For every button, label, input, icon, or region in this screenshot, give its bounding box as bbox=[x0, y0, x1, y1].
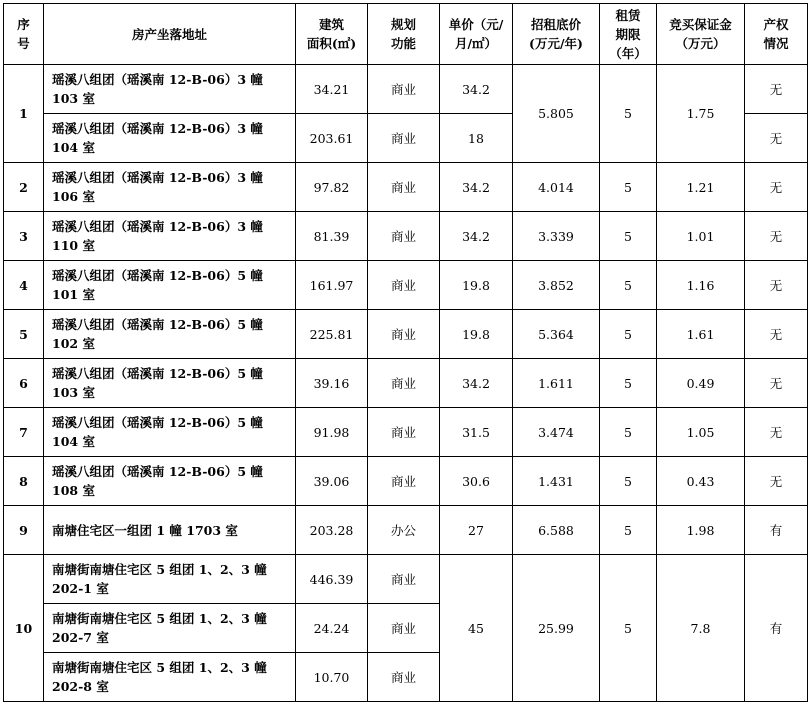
seq-cell: 3 bbox=[4, 212, 44, 261]
area-cell: 81.39 bbox=[296, 212, 368, 261]
use-cell: 商业 bbox=[368, 212, 440, 261]
base-price-cell: 5.364 bbox=[513, 310, 600, 359]
unit-price-cell: 27 bbox=[440, 506, 513, 555]
address-cell: 南塘街南塘住宅区 5 组团 1、2、3 幢 202-1 室 bbox=[44, 555, 296, 604]
seq-cell: 1 bbox=[4, 65, 44, 163]
header-title-status: 产权 情况 bbox=[745, 4, 808, 65]
header-base-price: 招租底价 (万元/年) bbox=[513, 4, 600, 65]
area-cell: 161.97 bbox=[296, 261, 368, 310]
table-body bbox=[4, 65, 808, 702]
unit-price-cell: 18 bbox=[440, 114, 513, 163]
title-status-cell: 无 bbox=[745, 359, 808, 408]
table-row bbox=[4, 359, 808, 408]
table-row bbox=[4, 212, 808, 261]
term-cell: 5 bbox=[600, 261, 657, 310]
area-cell: 34.21 bbox=[296, 65, 368, 114]
table-row bbox=[4, 457, 808, 506]
area-cell: 39.06 bbox=[296, 457, 368, 506]
deposit-cell: 0.43 bbox=[657, 457, 745, 506]
unit-price-cell: 34.2 bbox=[440, 65, 513, 114]
area-cell: 446.39 bbox=[296, 555, 368, 604]
base-price-cell: 3.474 bbox=[513, 408, 600, 457]
seq-cell: 4 bbox=[4, 261, 44, 310]
address-cell: 南塘街南塘住宅区 5 组团 1、2、3 幢 202-8 室 bbox=[44, 653, 296, 702]
term-cell: 5 bbox=[600, 506, 657, 555]
table-row bbox=[4, 163, 808, 212]
address-cell: 瑶溪八组团（瑶溪南 12-B-06）3 幢 106 室 bbox=[44, 163, 296, 212]
address-cell: 南塘住宅区一组团 1 幢 1703 室 bbox=[44, 506, 296, 555]
title-status-cell: 无 bbox=[745, 163, 808, 212]
table-row bbox=[4, 65, 808, 114]
base-price-cell: 5.805 bbox=[513, 65, 600, 163]
deposit-cell: 7.8 bbox=[657, 555, 745, 702]
title-status-cell: 无 bbox=[745, 65, 808, 114]
term-cell: 5 bbox=[600, 359, 657, 408]
address-cell: 瑶溪八组团（瑶溪南 12-B-06）3 幢 104 室 bbox=[44, 114, 296, 163]
use-cell: 办公 bbox=[368, 506, 440, 555]
title-status-cell: 无 bbox=[745, 114, 808, 163]
deposit-cell: 0.49 bbox=[657, 359, 745, 408]
table-row bbox=[4, 261, 808, 310]
area-cell: 225.81 bbox=[296, 310, 368, 359]
header-seq: 序 号 bbox=[4, 4, 44, 65]
area-cell: 203.61 bbox=[296, 114, 368, 163]
seq-cell: 5 bbox=[4, 310, 44, 359]
table-row bbox=[4, 506, 808, 555]
unit-price-cell: 31.5 bbox=[440, 408, 513, 457]
address-cell: 瑶溪八组团（瑶溪南 12-B-06）5 幢 108 室 bbox=[44, 457, 296, 506]
term-cell: 5 bbox=[600, 310, 657, 359]
use-cell: 商业 bbox=[368, 359, 440, 408]
address-cell: 瑶溪八组团（瑶溪南 12-B-06）5 幢 102 室 bbox=[44, 310, 296, 359]
title-status-cell: 无 bbox=[745, 408, 808, 457]
seq-cell: 10 bbox=[4, 555, 44, 702]
header-term: 租赁 期限 （年） bbox=[600, 4, 657, 65]
area-cell: 10.70 bbox=[296, 653, 368, 702]
unit-price-cell: 19.8 bbox=[440, 310, 513, 359]
base-price-cell: 4.014 bbox=[513, 163, 600, 212]
address-cell: 瑶溪八组团（瑶溪南 12-B-06）5 幢 101 室 bbox=[44, 261, 296, 310]
term-cell: 5 bbox=[600, 408, 657, 457]
term-cell: 5 bbox=[600, 457, 657, 506]
use-cell: 商业 bbox=[368, 653, 440, 702]
area-cell: 203.28 bbox=[296, 506, 368, 555]
unit-price-cell: 34.2 bbox=[440, 359, 513, 408]
table-row bbox=[4, 555, 808, 604]
use-cell: 商业 bbox=[368, 163, 440, 212]
deposit-cell: 1.75 bbox=[657, 65, 745, 163]
header-deposit: 竞买保证金 （万元） bbox=[657, 4, 745, 65]
use-cell: 商业 bbox=[368, 408, 440, 457]
deposit-cell: 1.16 bbox=[657, 261, 745, 310]
title-status-cell: 无 bbox=[745, 212, 808, 261]
base-price-cell: 3.339 bbox=[513, 212, 600, 261]
use-cell: 商业 bbox=[368, 65, 440, 114]
seq-cell: 2 bbox=[4, 163, 44, 212]
address-cell: 瑶溪八组团（瑶溪南 12-B-06）3 幢 110 室 bbox=[44, 212, 296, 261]
unit-price-cell: 34.2 bbox=[440, 212, 513, 261]
rental-listing-table bbox=[3, 3, 808, 702]
header-unit-price: 单价（元/ 月/㎡） bbox=[440, 4, 513, 65]
unit-price-cell: 34.2 bbox=[440, 163, 513, 212]
area-cell: 91.98 bbox=[296, 408, 368, 457]
title-status-cell: 无 bbox=[745, 261, 808, 310]
address-cell: 南塘街南塘住宅区 5 组团 1、2、3 幢 202-7 室 bbox=[44, 604, 296, 653]
header-use: 规划 功能 bbox=[368, 4, 440, 65]
title-status-cell: 有 bbox=[745, 555, 808, 702]
seq-cell: 7 bbox=[4, 408, 44, 457]
use-cell: 商业 bbox=[368, 310, 440, 359]
use-cell: 商业 bbox=[368, 457, 440, 506]
address-cell: 瑶溪八组团（瑶溪南 12-B-06）5 幢 104 室 bbox=[44, 408, 296, 457]
address-cell: 瑶溪八组团（瑶溪南 12-B-06）5 幢 103 室 bbox=[44, 359, 296, 408]
use-cell: 商业 bbox=[368, 114, 440, 163]
term-cell: 5 bbox=[600, 212, 657, 261]
address-cell: 瑶溪八组团（瑶溪南 12-B-06）3 幢 103 室 bbox=[44, 65, 296, 114]
title-status-cell: 有 bbox=[745, 506, 808, 555]
use-cell: 商业 bbox=[368, 555, 440, 604]
header-area: 建筑 面积(㎡) bbox=[296, 4, 368, 65]
use-cell: 商业 bbox=[368, 261, 440, 310]
title-status-cell: 无 bbox=[745, 310, 808, 359]
unit-price-cell: 45 bbox=[440, 555, 513, 702]
area-cell: 97.82 bbox=[296, 163, 368, 212]
table-row bbox=[4, 408, 808, 457]
deposit-cell: 1.05 bbox=[657, 408, 745, 457]
term-cell: 5 bbox=[600, 65, 657, 163]
term-cell: 5 bbox=[600, 163, 657, 212]
seq-cell: 9 bbox=[4, 506, 44, 555]
deposit-cell: 1.98 bbox=[657, 506, 745, 555]
unit-price-cell: 30.6 bbox=[440, 457, 513, 506]
base-price-cell: 1.611 bbox=[513, 359, 600, 408]
seq-cell: 8 bbox=[4, 457, 44, 506]
header-address: 房产坐落地址 bbox=[44, 4, 296, 65]
deposit-cell: 1.21 bbox=[657, 163, 745, 212]
base-price-cell: 25.99 bbox=[513, 555, 600, 702]
area-cell: 24.24 bbox=[296, 604, 368, 653]
area-cell: 39.16 bbox=[296, 359, 368, 408]
deposit-cell: 1.01 bbox=[657, 212, 745, 261]
header-row bbox=[4, 4, 808, 65]
term-cell: 5 bbox=[600, 555, 657, 702]
base-price-cell: 1.431 bbox=[513, 457, 600, 506]
use-cell: 商业 bbox=[368, 604, 440, 653]
base-price-cell: 6.588 bbox=[513, 506, 600, 555]
deposit-cell: 1.61 bbox=[657, 310, 745, 359]
base-price-cell: 3.852 bbox=[513, 261, 600, 310]
title-status-cell: 无 bbox=[745, 457, 808, 506]
seq-cell: 6 bbox=[4, 359, 44, 408]
unit-price-cell: 19.8 bbox=[440, 261, 513, 310]
table-row bbox=[4, 310, 808, 359]
